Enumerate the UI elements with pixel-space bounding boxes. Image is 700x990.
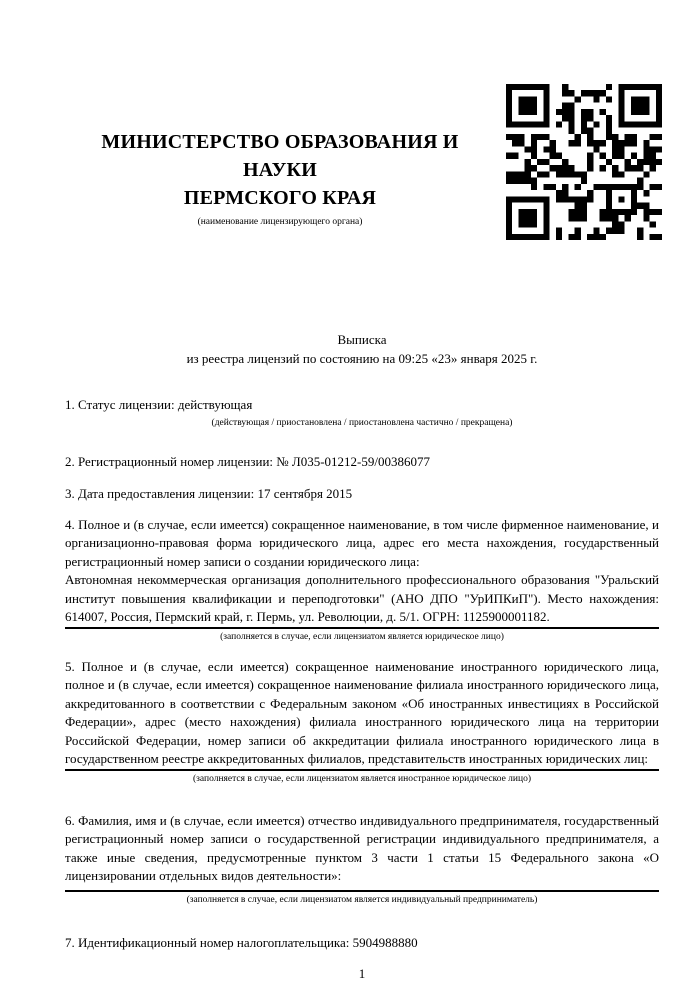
item-1-license-status (65, 396, 659, 430)
item-4-text: 4. Полное и (в случае, если имеется) сокращенное наименование, в том числе фирменное наименование, и организационно-правовая форма юридического лица, адрес его места нахождения, государственный регистрационный номер записи о создании юридического лица: (65, 516, 659, 569)
document-content (0, 128, 700, 982)
ministry-name-line1: МИНИСТЕРСТВО ОБРАЗОВАНИЯ И НАУКИ (101, 131, 459, 181)
item-1-text: 1. Статус лицензии: действующая (65, 397, 253, 412)
item-7-taxpayer-number (65, 934, 659, 953)
fill-in-line-foreign-entity (65, 769, 659, 771)
item-3-license-date (65, 485, 659, 504)
ministry-name-line2: ПЕРМСКОГО КРАЯ (183, 187, 377, 209)
document-title (65, 330, 659, 368)
item-6-individual-entrepreneur (65, 812, 659, 907)
page-number: 1 (358, 966, 366, 981)
item-4-legal-entity (65, 516, 659, 644)
title-line1: Выписка (337, 332, 387, 347)
qr-code (506, 84, 662, 240)
title-line2: из реестра лицензий по состоянию на 09:25 «23» января 2025 г. (186, 351, 538, 366)
item-2-registration-number (65, 453, 659, 472)
licensing-authority-caption: (наименование лицензирующего органа) (197, 217, 363, 227)
fill-in-line-legal-entity (65, 627, 659, 629)
item-4-caption: (заполняется в случае, если лицензиатом является юридическое лицо) (220, 631, 504, 642)
item-6-caption: (заполняется в случае, если лицензиатом является индивидуальный предприниматель) (186, 894, 538, 905)
item-2-text: 2. Регистрационный номер лицензии: № Л035-01212-59/00386077 (65, 453, 431, 469)
item-5-caption: (заполняется в случае, если лицензиатом является иностранное юридическое лицо) (193, 773, 531, 784)
item-6-text: 6. Фамилия, имя и (в случае, если имеется) отчество индивидуального предпринимателя, государственный регистрационный номер записи о государственной регистрации индивидуального предпринимателя, а также иные сведения, предусмотренные пунктом 3 части 1 статьи 15 Федерального закона «О лицензировании отдельных видов деятельности»: (65, 812, 659, 883)
item-5-foreign-entity (65, 658, 659, 786)
item-5-text: 5. Полное и (в случае, если имеется) сокращенное наименование иностранного юридического лица, полное и (в случае, если имеется) сокращенное наименование филиала иностранного юридического лица, аккредитованного в соответствии с Федеральным законом «Об иностранных инвестициях в Российской Федерации», адрес (место нахождения) филиала иностранного юридического лица на территории Российской Федерации, номер записи об аккредитации филиала иностранного юридического лица в государственном реестре аккредитованных филиалов, представительств иностранных юридических лиц: (65, 658, 659, 766)
item-7-text: 7. Идентификационный номер налогоплательщика: 5904988880 (65, 934, 418, 950)
licensing-authority-header (65, 128, 495, 228)
item-3-text: 3. Дата предоставления лицензии: 17 сентября 2015 (65, 486, 353, 501)
item-1-caption: (действующая / приостановлена / приостановлена частично / прекращена) (211, 417, 513, 428)
fill-in-line-entrepreneur (65, 890, 659, 892)
item-4-value: Автономная некоммерческая организация дополнительного профессионального образования "Уральский институт повышения квалификации и переподготовки" (АНО ДПО "УрИПКиП"). Место нахождения: 614007, Россия, Пермский край, г. Пермь, ул. Революции, д. 5/1. ОГРН: 1125900001182. (65, 572, 659, 624)
